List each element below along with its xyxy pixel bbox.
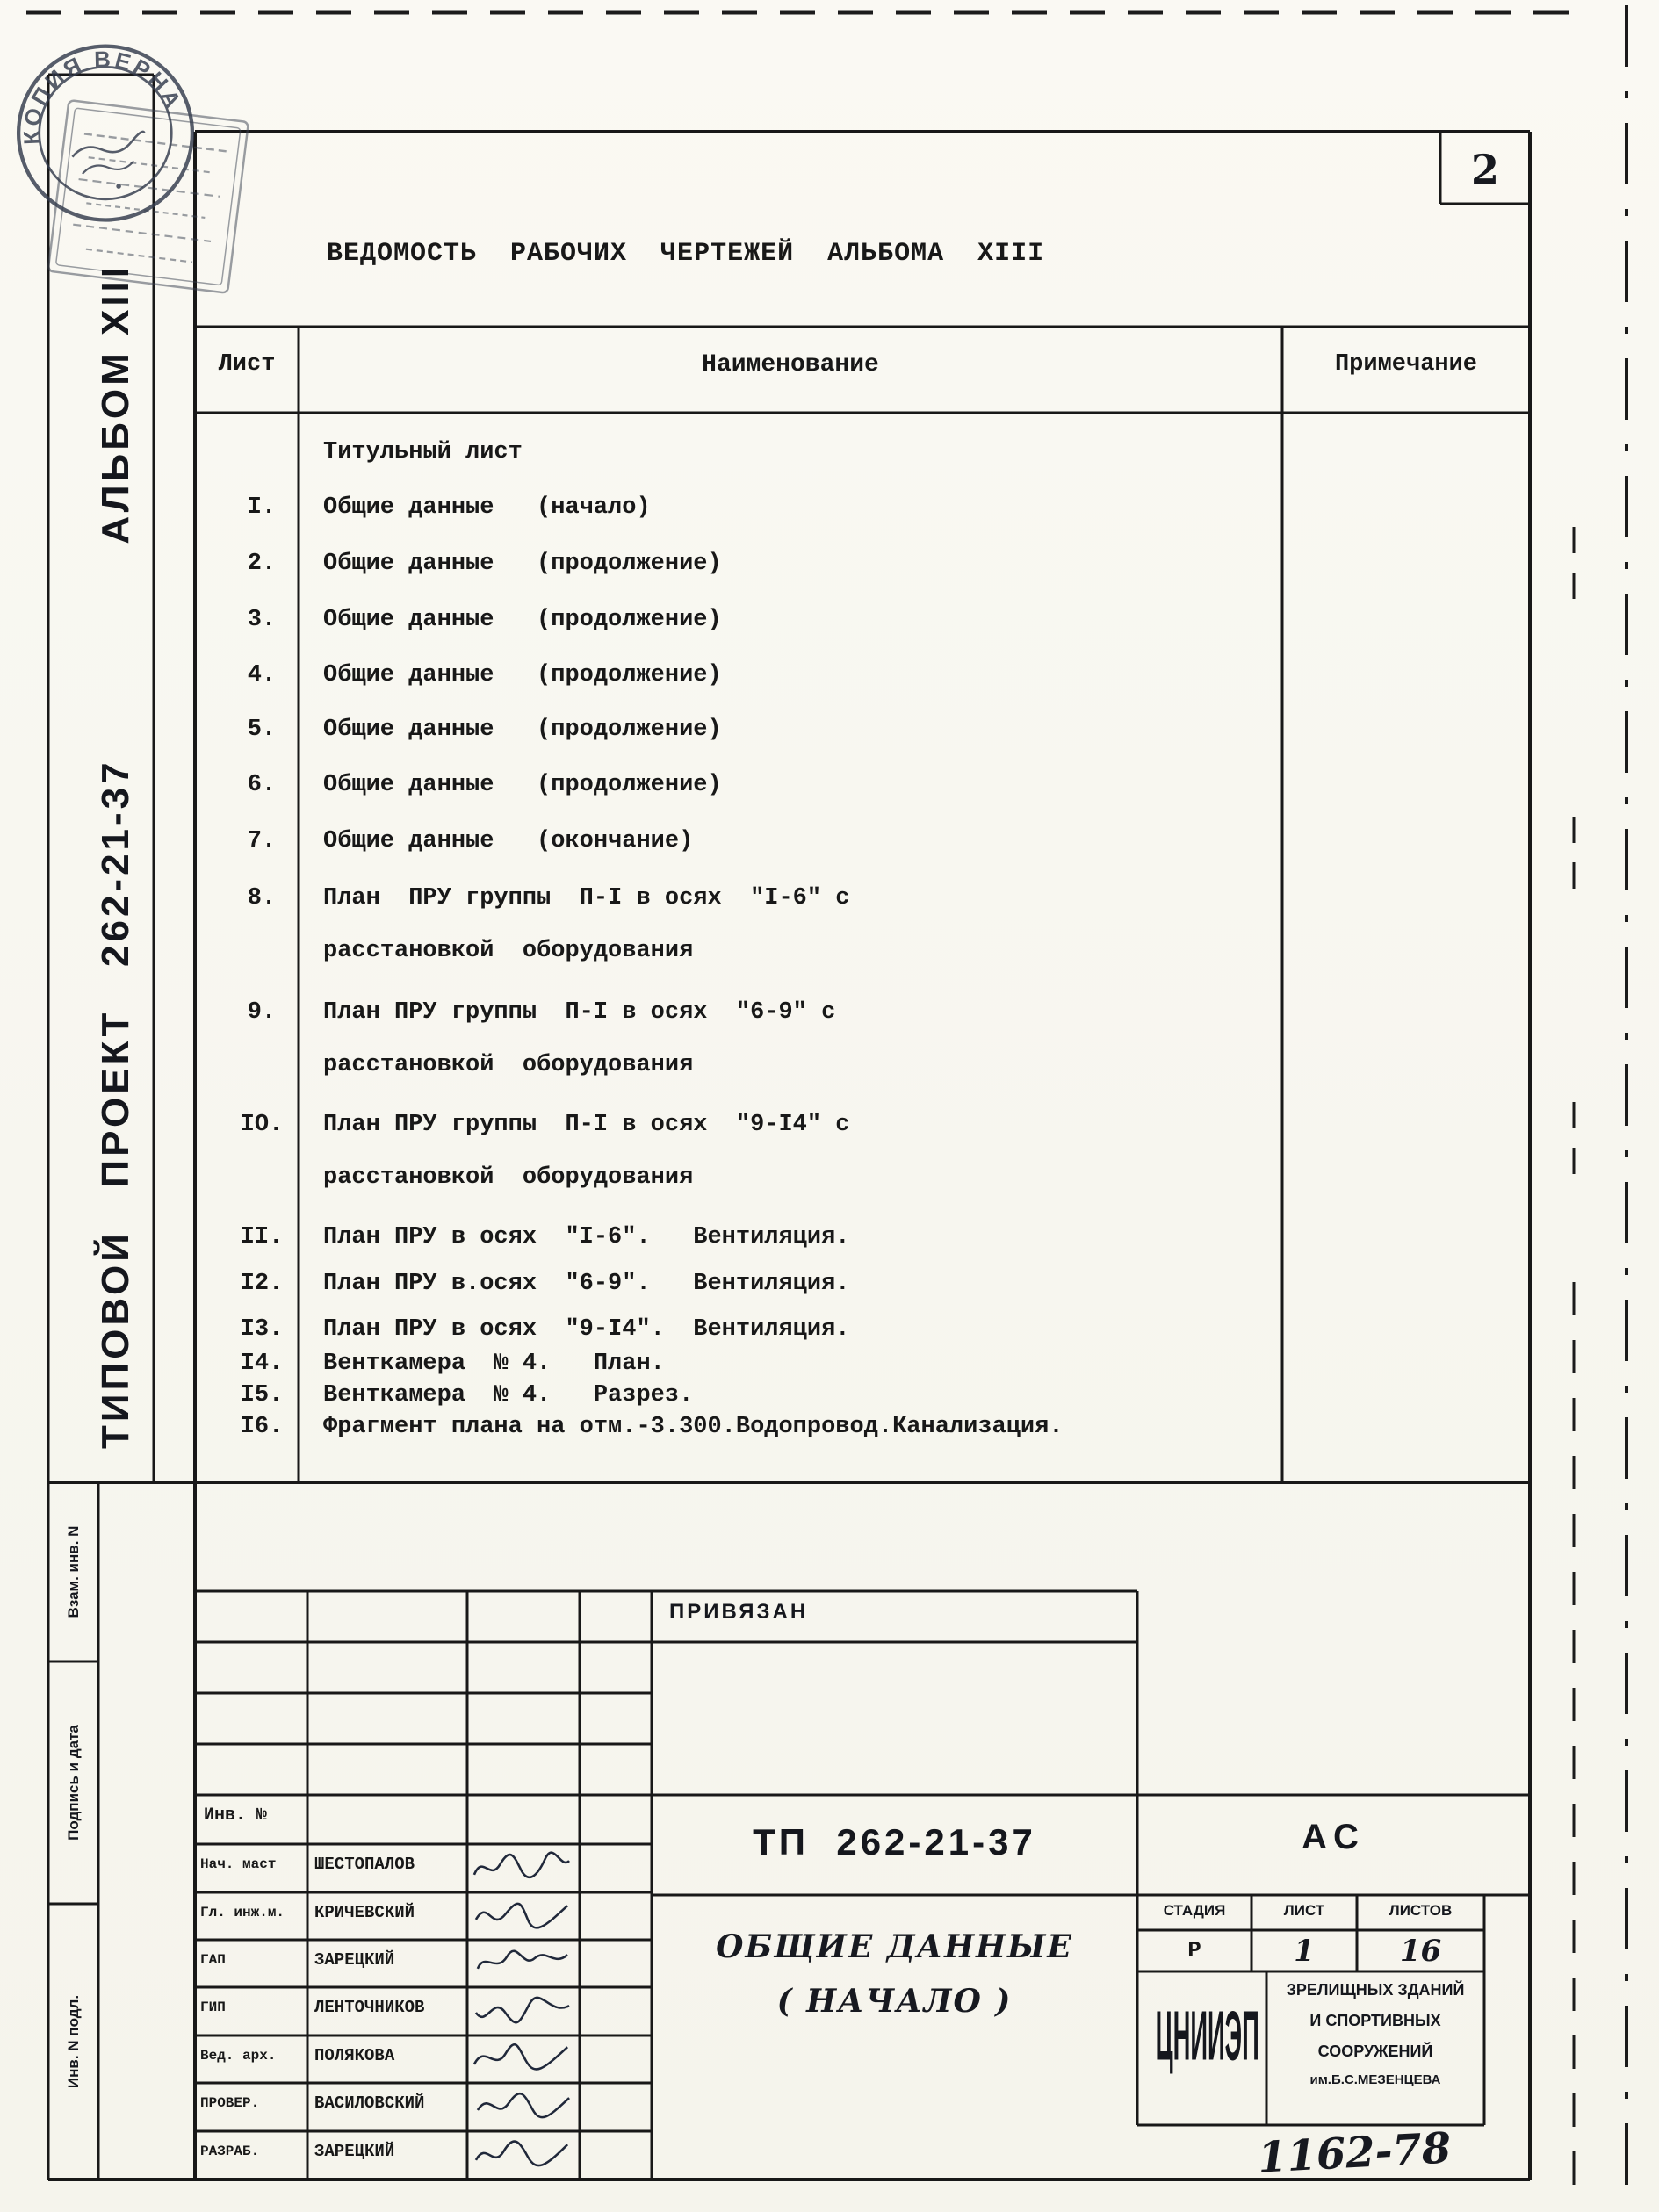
copy-stamp-text: КОПИЯ ВЕРНА	[19, 47, 186, 146]
sheet-number: 5.	[247, 717, 277, 743]
sheet-name: Общие данные (продолжение)	[323, 551, 722, 577]
list-title: ВЕДОМОСТЬ РАБОЧИХ ЧЕРТЕЖЕЙ АЛЬБОМА XIII	[327, 239, 1045, 269]
sheet-number: I.	[247, 494, 277, 521]
handwritten-doc-number: 1162-78	[1256, 2123, 1453, 2183]
organization-line1: ЗРЕЛИЩНЫХ ЗДАНИЙ	[1286, 1981, 1465, 1999]
signature-role: ГИП	[200, 1999, 226, 2015]
signature-mark	[471, 2085, 574, 2125]
column-header-name: Наименование	[702, 351, 879, 378]
signature-name: ШЕСТОПАЛОВ	[314, 1855, 415, 1874]
sheet-number: I5.	[240, 1382, 284, 1409]
organization-line2: И СПОРТИВНЫХ	[1309, 2012, 1441, 2029]
document-code: ТП 262-21-37	[753, 1821, 1036, 1863]
sheet-number: 9.	[247, 999, 277, 1026]
privyazan-label: ПРИВЯЗАН	[669, 1600, 809, 1624]
sheet-name: План ПРУ группы П-I в осях "9-I4" с	[323, 1112, 850, 1138]
signature-mark	[471, 2133, 574, 2173]
sheet-name: План ПРУ в осях "I-6". Вентиляция.	[323, 1224, 850, 1250]
organization-line4: им.Б.С.МЕЗЕНЦЕВА	[1309, 2072, 1441, 2087]
signature-name: ПОЛЯКОВА	[314, 2046, 395, 2065]
signature-name: ВАСИЛОВСКИЙ	[314, 2093, 425, 2113]
signature-name: КРИЧЕВСКИЙ	[314, 1903, 415, 1922]
column-header-note: Примечание	[1334, 351, 1478, 378]
organization-line3: СООРУЖЕНИЙ	[1317, 2043, 1433, 2060]
edge-label-inv-podl: Инв. N подл.	[65, 1994, 82, 2089]
document-subject-line2: ( НАЧАЛО )	[776, 1983, 1013, 2020]
sheet-number: I6.	[240, 1414, 284, 1440]
sheet-number: 6.	[247, 772, 277, 798]
signature-role: РАЗРАБ.	[200, 2144, 260, 2159]
signature-name: ЛЕНТОЧНИКОВ	[314, 1998, 425, 2017]
side-project-caption	[84, 263, 148, 1449]
sheet-name-line2: расстановкой оборудования	[323, 1164, 694, 1191]
sheet-number: I2.	[240, 1271, 284, 1297]
signature-role: Нач. маст	[200, 1856, 277, 1872]
sheet-name: План ПРУ группы П-I в осях "I-6" с	[323, 885, 850, 911]
sheet-name: Общие данные (продолжение)	[323, 717, 722, 743]
side-project-text: ТИПОВОЙ ПРОЕКТ 262-21-37	[94, 759, 137, 1449]
sheet-number: IO.	[240, 1112, 284, 1138]
signature-role: Гл. инж.м.	[200, 1905, 285, 1920]
stage-value: Р	[1187, 1937, 1201, 1963]
signature-role: Вед. арх.	[200, 2048, 277, 2064]
signature-role: ПРОВЕР.	[200, 2095, 260, 2111]
edge-label-podpis-data: Подпись и дата	[65, 1725, 82, 1841]
sheet-name: План ПРУ в осях "9-I4". Вентиляция.	[323, 1316, 850, 1343]
sheet-number: II.	[240, 1224, 284, 1250]
sheet-name: Общие данные (продолжение)	[323, 662, 722, 688]
sheet-value: 1	[1294, 1934, 1315, 1969]
sheet-number: 2.	[247, 551, 277, 577]
sheet-number: 7.	[247, 828, 277, 854]
sheet-number: I3.	[240, 1316, 284, 1343]
sheet-name-line2: расстановкой оборудования	[323, 1052, 694, 1078]
organization-logo: ЦНИИЭП	[1155, 1999, 1259, 2077]
sheets-value: 16	[1399, 1934, 1442, 1969]
sheet-name: Общие данные (продолжение)	[323, 772, 722, 798]
document-subject-line1: ОБЩИЕ ДАННЫЕ	[716, 1928, 1073, 1965]
sheet-number: 4.	[247, 662, 277, 688]
signature-mark	[471, 1989, 574, 2029]
signature-mark	[471, 1846, 574, 1886]
sheet-name: Титульный лист	[323, 439, 523, 465]
sheet-name: План ПРУ в.осях "6-9". Вентиляция.	[323, 1271, 850, 1297]
signature-name: ЗАРЕЦКИЙ	[314, 2142, 395, 2161]
sheet-name: Общие данные (окончание)	[323, 828, 694, 854]
signature-role: ГАП	[200, 1952, 226, 1968]
sheet-name: Венткамера № 4. План.	[323, 1351, 665, 1377]
sheets-header: ЛИСТОВ	[1389, 1902, 1453, 1919]
sheet-name: Общие данные (начало)	[323, 494, 651, 521]
sheet-header: ЛИСТ	[1283, 1902, 1325, 1919]
sheet-number: I4.	[240, 1351, 284, 1377]
sheet-name-line2: расстановкой оборудования	[323, 938, 694, 964]
signature-mark	[471, 1942, 574, 1982]
sheet-name: Фрагмент плана на отм.-3.300.Водопровод.Канализация.	[323, 1414, 1064, 1440]
marka-label: АС	[1302, 1818, 1366, 1856]
sheet-number: 3.	[247, 607, 277, 633]
page-number: 2	[1470, 146, 1499, 193]
sheet-name: Общие данные (продолжение)	[323, 607, 722, 633]
signature-mark	[471, 1894, 574, 1935]
column-header-sheet: Лист	[218, 351, 276, 378]
stage-header: СТАДИЯ	[1163, 1902, 1226, 1919]
signature-mark	[471, 2037, 574, 2078]
side-album-text: АЛЬБОМ XIII	[94, 263, 137, 544]
sheet-name: План ПРУ группы П-I в осях "6-9" с	[323, 999, 836, 1026]
edge-label-vzam-inv: Взам. инв. N	[65, 1525, 82, 1618]
rect-stamp	[35, 81, 263, 309]
inventory-number-label: Инв. №	[204, 1805, 268, 1826]
sheet-number: 8.	[247, 885, 277, 911]
sheet-name: Венткамера № 4. Разрез.	[323, 1382, 694, 1409]
signature-name: ЗАРЕЦКИЙ	[314, 1950, 395, 1970]
